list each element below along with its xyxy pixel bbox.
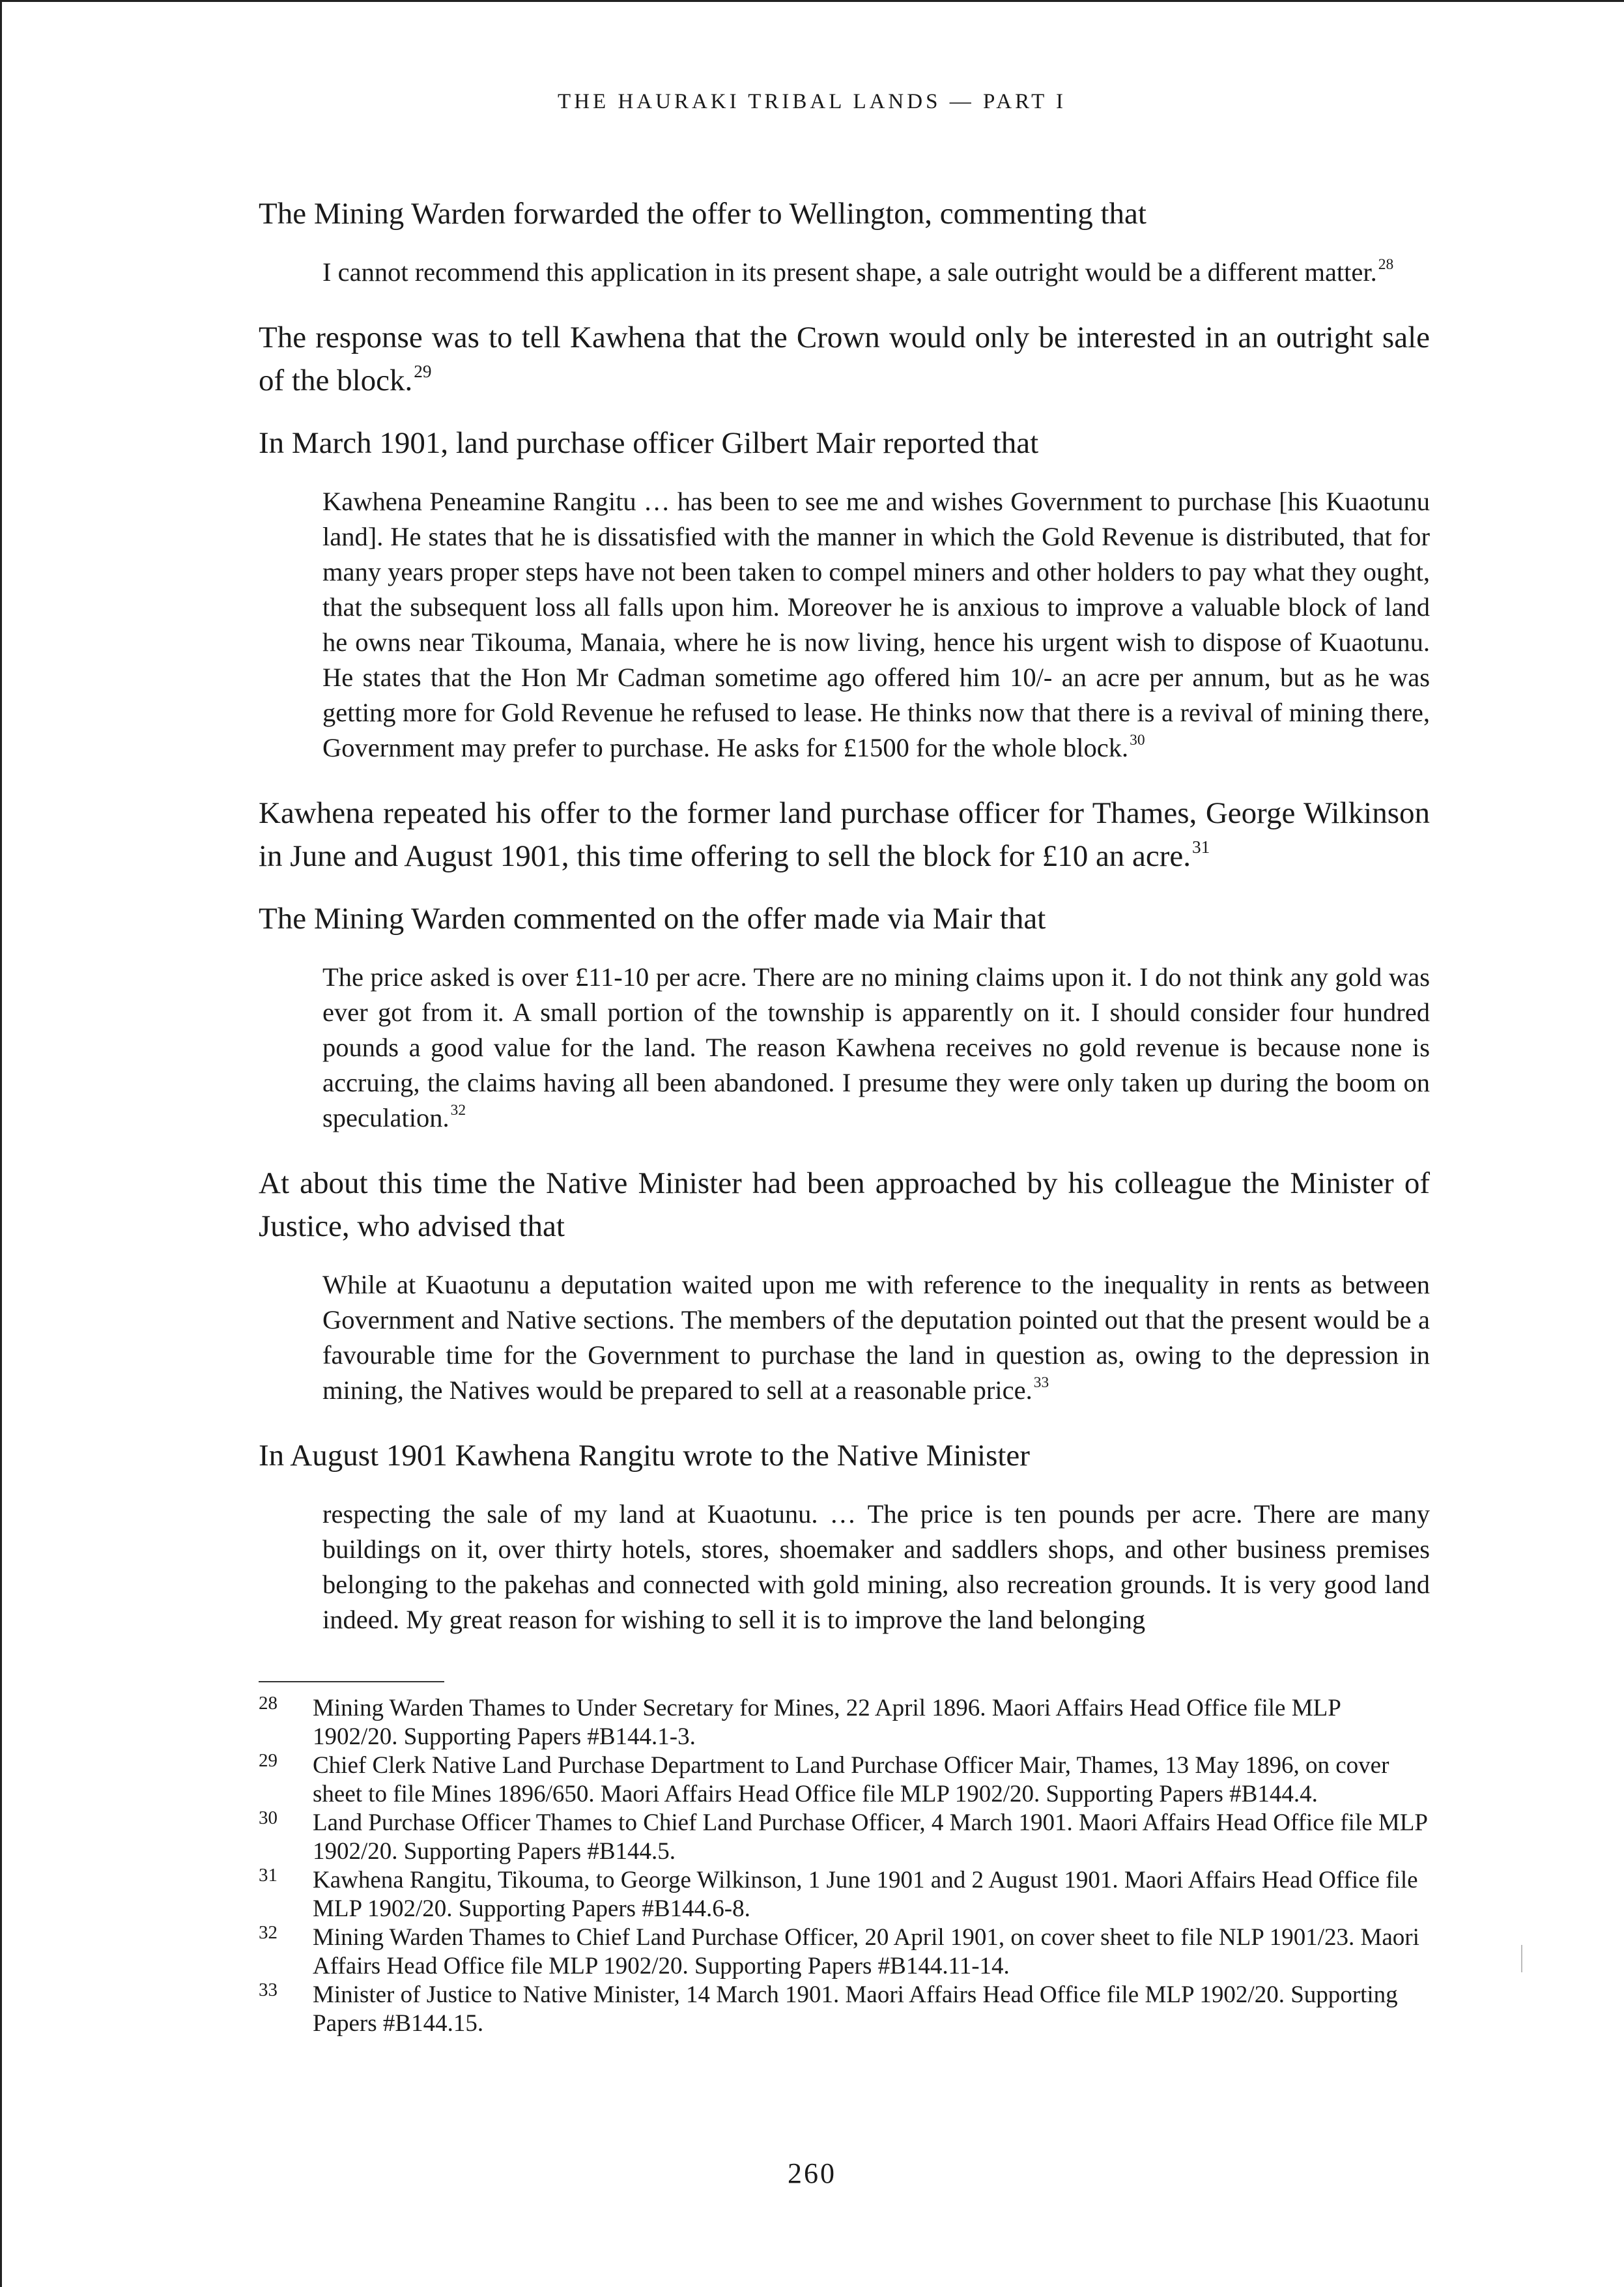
footnote-ref: 33	[1033, 1374, 1049, 1392]
footnote-text: Chief Clerk Native Land Purchase Department to Land Purchase Officer Mair, Thames, 13 May 1896, on cover sheet to file Mines 1896/650. Maori Affairs Head Office file MLP 1902/20. Supporting Papers #B144.4.	[313, 1752, 1389, 1807]
block-quote: respecting the sale of my land at Kuaotunu. … The price is ten pounds per acre. There are many buildings on it, over thirty hotels, stores, shoemaker and saddlers shops, and other business premises belonging to the pakehas and connected with gold mining, also recreation grounds. It is very good land indeed. My great reason for wishing to sell it is to improve the land belonging	[322, 1499, 1430, 1634]
footnote-text: Mining Warden Thames to Under Secretary for Mines, 22 April 1896. Maori Affairs Head Office file MLP 1902/20. Supporting Papers #B144.1-3.	[313, 1695, 1341, 1750]
footnotes	[259, 1694, 1430, 2038]
footnote-text: Mining Warden Thames to Chief Land Purchase Officer, 20 April 1901, on cover sheet to file NLP 1901/23. Maori Affairs Head Office file MLP 1902/20. Supporting Papers #B144.11-14.	[313, 1924, 1419, 1979]
footnote-text: Minister of Justice to Native Minister, 14 March 1901. Maori Affairs Head Office file MLP 1902/20. Supporting Papers #B144.15.	[313, 1981, 1398, 2037]
footnote-number: 30	[259, 1807, 278, 1828]
footnote	[259, 1981, 1430, 2038]
paragraph: In August 1901 Kawhena Rangitu wrote to the Native Minister	[259, 1439, 1030, 1473]
left-border-line	[0, 0, 2, 2287]
footnote	[259, 1694, 1430, 1751]
footnote-number: 33	[259, 1979, 278, 2000]
footnote-text: Kawhena Rangitu, Tikouma, to George Wilkinson, 1 June 1901 and 2 August 1901. Maori Affairs Head Office file MLP 1902/20. Supporting Papers #B144.6-8.	[313, 1867, 1418, 1922]
paragraph: Kawhena repeated his offer to the former land purchase officer for Thames, George Wilkinson in June and August 1901, this time offering to sell the block for £10 an acre.$^{31}$	[259, 796, 1430, 873]
footnote-number: 28	[259, 1693, 278, 1714]
footnote-ref: 30	[1130, 732, 1145, 749]
top-border-line	[0, 0, 1624, 2]
block-quote: I cannot recommend this application in its present shape, a sale outright would be a different matter.$^{28}$	[322, 256, 1394, 287]
paragraph: The Mining Warden commented on the offer made via Mair that	[259, 902, 1046, 936]
footnote-ref: 31	[1192, 837, 1210, 857]
footnote-ref: 32	[450, 1102, 466, 1119]
block-quote: While at Kuaotunu a deputation waited upon me with reference to the inequality in rents as between Government and Native sections. The members of the deputation pointed out that the present would be a favourable time for the Government to purchase the land in question as, owing to the depression in mining, the Natives would be prepared to sell at a reasonable price.$^{33}$	[322, 1270, 1430, 1405]
footnote	[259, 1751, 1430, 1809]
paragraph: The Mining Warden forwarded the offer to Wellington, commenting that	[259, 197, 1147, 231]
footnote-number: 29	[259, 1750, 278, 1771]
running-head: THE HAURAKI TRIBAL LANDS — PART I	[558, 90, 1066, 113]
block-quote: Kawhena Peneamine Rangitu … has been to see me and wishes Government to purchase [his Kuaotunu land]. He states that he is dissatisfied with the manner in which the Gold Revenue is distributed, that for many years proper steps have not been taken to compel miners and other holders to pay what they ought, that the subsequent loss all falls upon him. Moreover he is anxious to improve a valuable block of land he owns near Tikouma, Manaia, where he is now living, hence his urgent wish to dispose of Kuaotunu. He states that the Hon Mr Cadman sometime ago offered him 10/- an acre per annum, but as he was getting more for Gold Revenue he refused to lease. He thinks now that there is a revival of mining there, Government may prefer to purchase. He asks for £1500 for the whole block.$^{30}$	[322, 487, 1430, 762]
body-text	[259, 192, 1430, 1663]
footnote-ref: 29	[414, 361, 432, 381]
block-quote: The price asked is over £11-10 per acre. There are no mining claims upon it. I do not think any gold was ever got from it. A small portion of the township is apparently on it. I should consider four hundred pounds a good value for the land. The reason Kawhena receives no gold revenue is because none is accruing, the claims having all been abandoned. I presume they were only taken up during the boom on speculation.$^{32}$	[322, 962, 1430, 1132]
footnote-number: 32	[259, 1922, 278, 1943]
footnote	[259, 1809, 1430, 1866]
footnote-ref: 28	[1378, 256, 1394, 274]
footnote	[259, 1923, 1430, 1981]
footnote-text: Land Purchase Officer Thames to Chief Land Purchase Officer, 4 March 1901. Maori Affairs Head Office file MLP 1902/20. Supporting Papers #B144.5.	[313, 1809, 1427, 1865]
footnote	[259, 1866, 1430, 1923]
paragraph: In March 1901, land purchase officer Gilbert Mair reported that	[259, 426, 1039, 460]
margin-mark	[1521, 1945, 1522, 1972]
footnote-number: 31	[259, 1865, 278, 1886]
page-number: 260	[788, 2157, 836, 2189]
paragraph: At about this time the Native Minister had been approached by his colleague the Minister of Justice, who advised that	[259, 1166, 1430, 1243]
paragraph: The response was to tell Kawhena that the Crown would only be interested in an outright sale of the block.$^{29}$	[259, 321, 1430, 397]
footnote-divider	[259, 1681, 444, 1682]
